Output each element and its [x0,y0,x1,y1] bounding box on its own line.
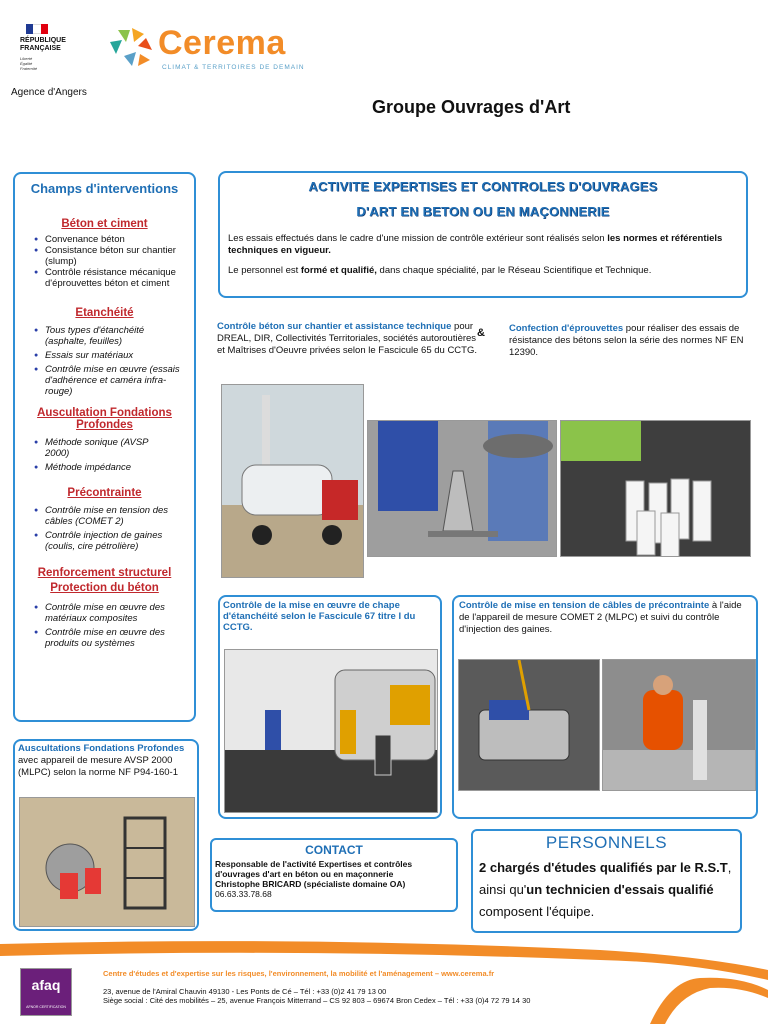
slump-test-photo [367,420,557,557]
afaq-sub: AFNOR CERTIFICATION [26,1005,66,1009]
section-precontrainte-list [21,505,188,552]
cerema-tagline: CLIMAT & TERRITOIRES DE DEMAIN [162,64,305,71]
cerema-brand: Cerema [158,24,286,62]
technician-injection-photo [602,659,756,791]
auscultation-body: avec appareil de mesure AVSP 2000 (MLPC) selon la norme NF P94-160-1 [18,755,178,778]
section-auscultation-list [21,437,188,473]
personnels-bold: un technicien d'essais qualifié [526,882,714,897]
auscultation-title: Auscultations Fondations Profondes [18,743,185,754]
chape-box [218,595,442,819]
ampersand: & [477,327,485,339]
comet-device-photo [458,659,600,791]
footer-address: 23, avenue de l'Amiral Chauvin 49130 - Les Ponts de Cé – Tél : +33 (0)2 41 79 13 00 [103,987,387,996]
republique-francaise-logo [20,24,90,71]
section-etancheite-title: Etanchéité [75,307,134,319]
auscultation-box [13,739,199,931]
personnels-box [471,829,742,933]
cables-title: Contrôle de mise en tension de câbles de précontrainte [459,600,710,611]
contact-responsible: Responsable de l'activité Expertises et contrôles d'ouvrages d'art en béton ou en maçonnerie [215,859,413,879]
rf-motto-3: Fraternité [20,66,38,71]
activity-heading-line-1: ACTIVITE EXPERTISES ET CONTROLES D'OUVRAGES [308,179,658,194]
beton-control-body: pour DREAL, DIR, Collectivités Territoriales, sociétés autoroutières et Maîtrises d'Oeuvre privées selon le Fascicule 65 du CCTG. [217,321,478,356]
footer-headquarters: Siège social : Cité des mobilités – 25, avenue François Mitterrand – CS 92 803 – 69674 Bron Cedex – Tél : +33 (0)4 72 79 14 30 [103,996,531,1005]
activity-header-box [218,171,748,298]
avsp-device-photo [19,797,195,927]
contact-box [210,838,458,912]
personnels-bold: 2 chargés d'études qualifiés par le R.S.T [479,860,728,875]
rf-line-1: RÉPUBLIQUE [20,37,66,44]
list-item: ● Contrôle mise en tension des câbles (COMET 2) [21,505,188,527]
contact-phone: 06.63.33.78.68 [215,889,272,899]
flag-icon [26,24,48,34]
cables-text [459,600,751,636]
page-title: Groupe Ouvrages d'Art [372,97,571,117]
personnels-title: PERSONNELS [545,833,668,852]
section-beton-list [21,234,188,289]
list-item: ● Contrôle résistance mécanique d'éprouvettes béton et ciment [21,267,188,289]
activity-heading-line-2: D'ART EN BETON OU EN MAÇONNERIE [356,204,610,219]
personnels-plain: , ainsi qu' [479,860,732,897]
list-item: ● Contrôle injection de gaines (coulis, cire pétrolière) [21,530,188,552]
personnels-text [479,857,734,923]
eprouvettes-title: Confection d'éprouvettes [509,323,624,334]
section-precontrainte-title: Précontrainte [67,487,142,499]
beton-control-text [217,321,477,357]
beton-control-title: Contrôle béton sur chantier et assistance technique [217,321,452,332]
rf-motto-2: Égalité [20,61,33,66]
activity-paragraph-1 [228,233,738,257]
paragraph-text: Le personnel est [228,265,301,276]
paragraph-text: dans chaque spécialité, par le Réseau Scientifique et Technique. [376,265,652,276]
personnels-plain: composent l'équipe. [479,904,595,919]
section-renforcement-title: Renforcement structurel Protection du béton [37,567,172,594]
afaq-text: afaq [31,977,61,993]
cables-box [452,595,758,819]
paragraph-bold: les normes et référentiels techniques en vigueur. [228,233,723,256]
contact-name: Christophe BRICARD (spécialiste domaine OA) [215,879,406,889]
auscultation-text [18,743,194,779]
activity-paragraph-2 [228,265,738,277]
cables-body: à l'aide de l'appareil de mesure COMET 2 (MLPC) et suivi du contrôle d'injection des gaines. [459,600,742,635]
footer-tagline: Centre d'études et d'expertise sur les risques, l'environnement, la mobilité et l'aménagement – www.cerema.fr [103,969,495,978]
test-cylinders-photo [560,420,751,557]
section-beton-title: Béton et ciment [61,218,148,230]
list-item: ● Consistance béton sur chantier (slump) [21,245,188,267]
contact-title: CONTACT [305,843,363,857]
concrete-truck-photo [221,384,364,578]
afaq-logo [20,968,72,1016]
chape-title: Contrôle de la mise en œuvre de chape d'étanchéité selon le Fascicule 67 titre I du CCTG. [223,600,416,633]
list-item: ● Convenance béton [21,234,188,245]
eprouvettes-body: pour réaliser des essais de résistance des bétons selon la série des normes NF EN 12390. [509,323,744,358]
list-item: ● Contrôle mise en œuvre (essais d'adhérence et caméra infra-rouge) [21,364,188,397]
eprouvettes-text [509,323,754,359]
list-item: ● Méthode sonique (AVSP 2000) [21,437,188,459]
interventions-panel [13,172,196,722]
list-item: ● Contrôle mise en œuvre des produits ou systèmes [21,627,188,649]
rf-line-2: FRANÇAISE [20,45,61,52]
cerema-logo-icon [106,26,156,70]
waterproofing-photo [224,649,438,813]
list-item: ● Méthode impédance [21,462,188,473]
footer-swoosh-icon [0,940,768,1024]
interventions-title: Champs d'interventions [30,181,179,196]
list-item: ● Essais sur matériaux [21,350,188,361]
list-item: ● Tous types d'étanchéité (asphalte, feuilles) [21,325,188,347]
list-item: ● Contrôle mise en œuvre des matériaux composites [21,602,188,624]
rf-motto-1: Liberté [20,56,33,61]
paragraph-text: Les essais effectués dans le cadre d'une mission de contrôle extérieur sont réalisés selon [228,233,608,244]
section-auscultation-title: Auscultation Fondations Profondes [37,407,172,431]
section-etancheite-list [21,325,188,397]
agency-label: Agence d'Angers [11,87,87,98]
section-renforcement-list [21,602,188,649]
paragraph-bold: formé et qualifié, [300,265,377,276]
